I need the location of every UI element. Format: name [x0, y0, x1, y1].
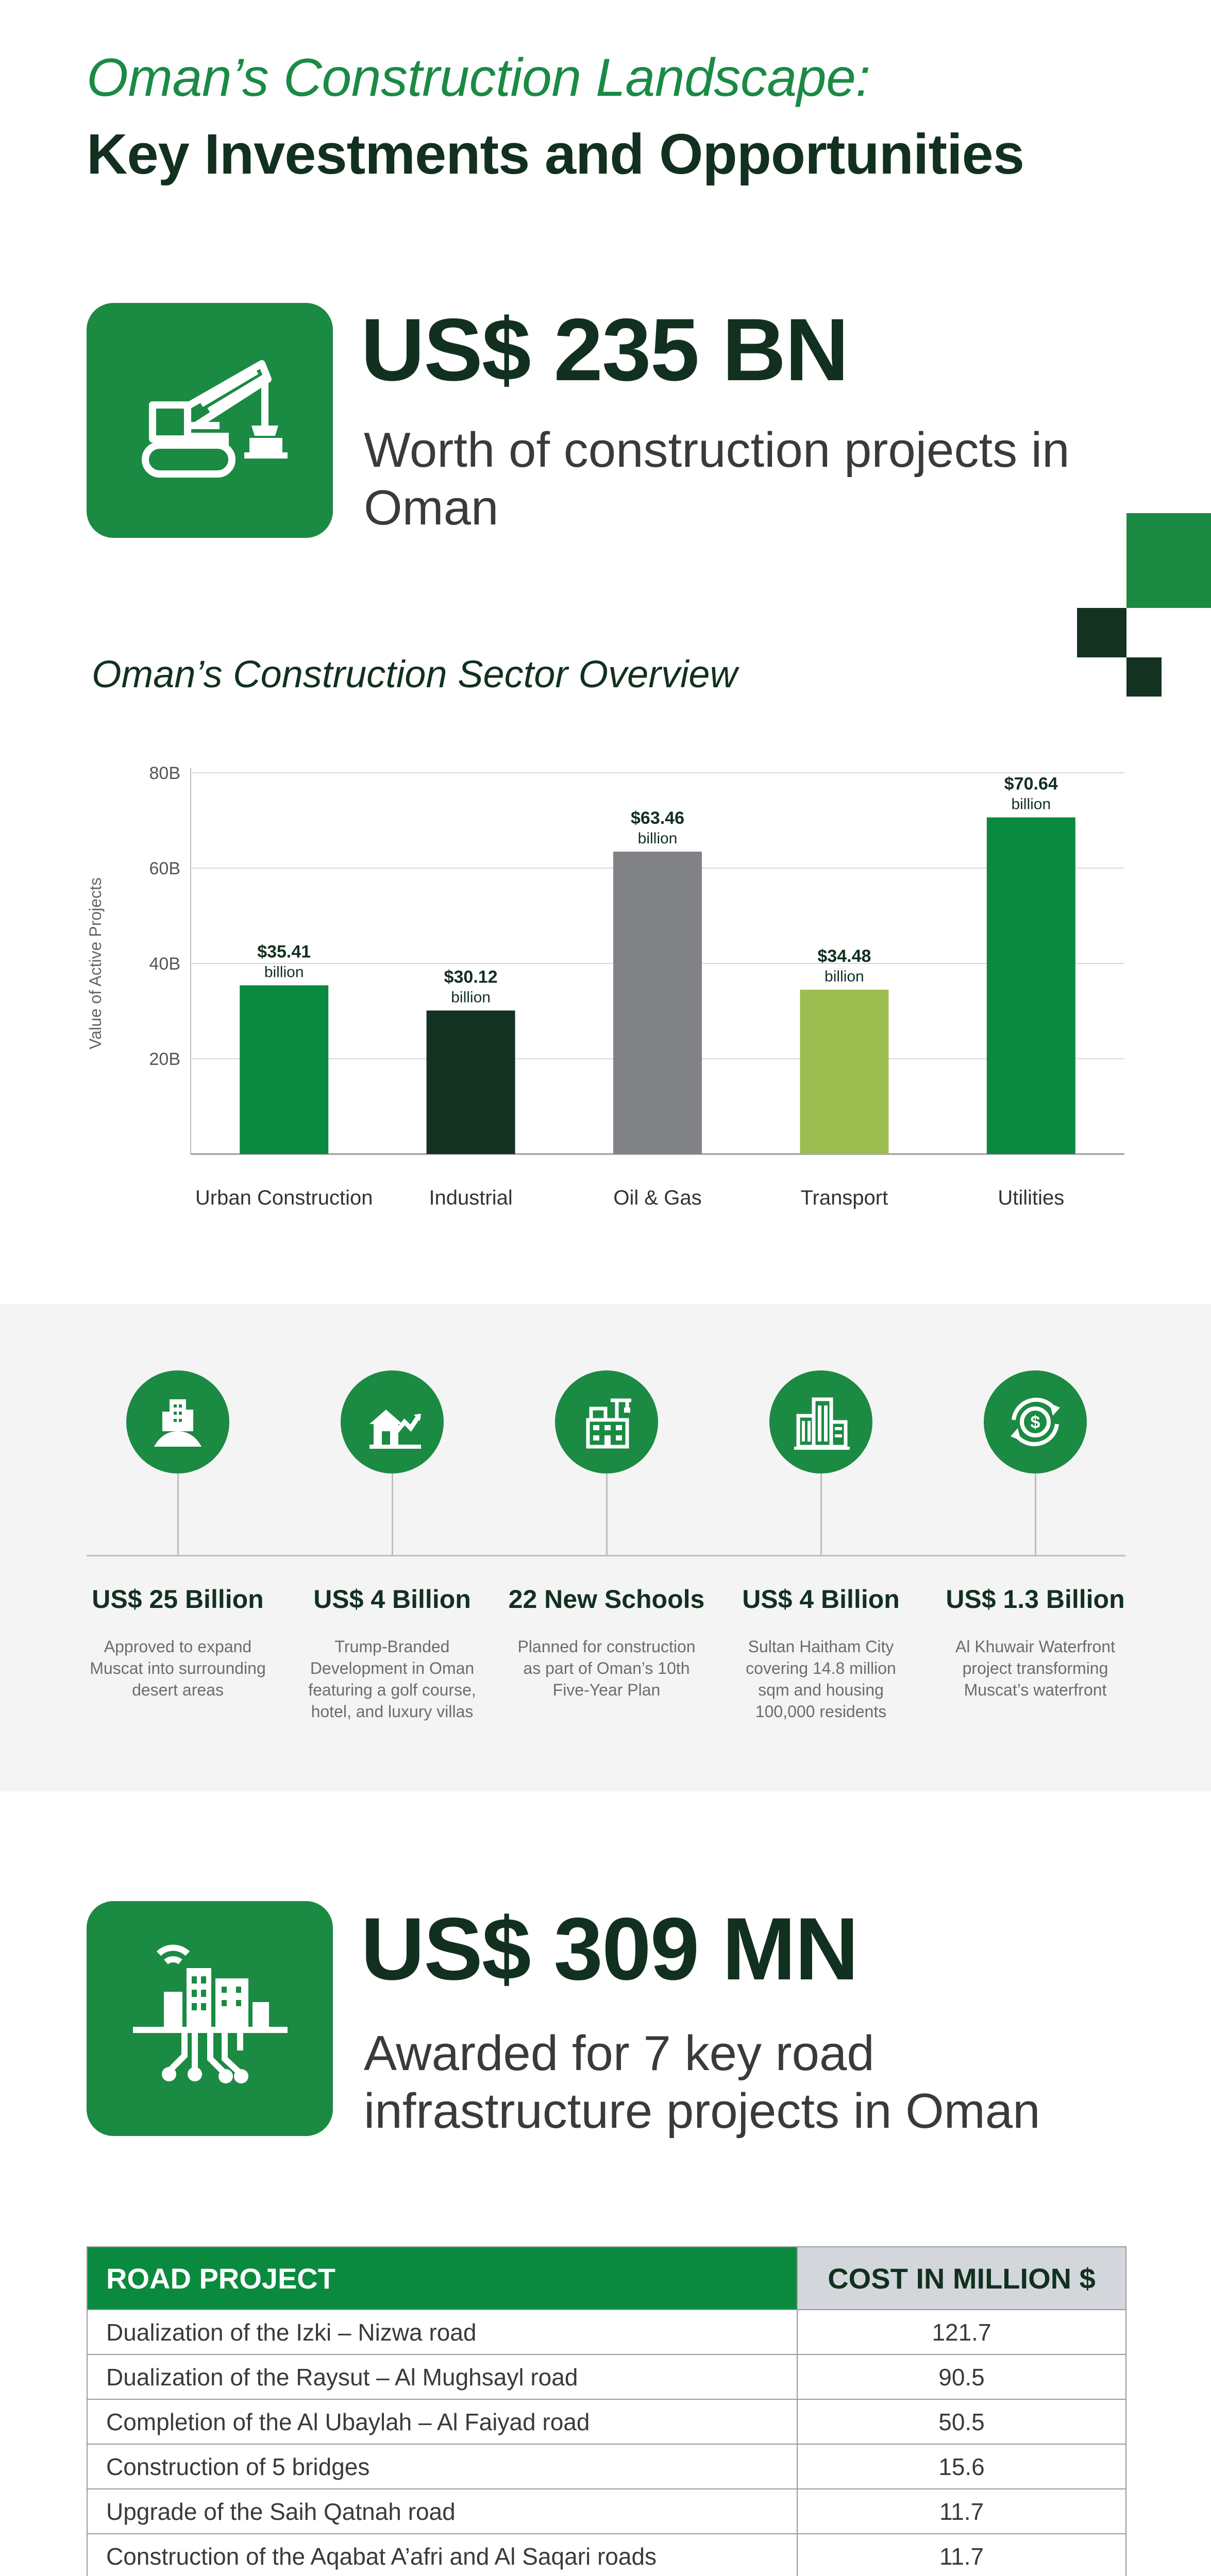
x-category-label: Utilities	[998, 1187, 1065, 1209]
y-axis-label: Value of Active Projects	[86, 877, 105, 1049]
x-category-label: Urban Construction	[195, 1187, 373, 1209]
sector-bar-chart	[72, 742, 1149, 1236]
title-line-1: Oman’s Construction Landscape:	[87, 48, 870, 108]
milestone-stem	[606, 1473, 608, 1555]
stat-roads-awarded-description: Awarded for 7 key road infrastructure projects in Oman	[364, 2026, 1040, 2139]
data-label-unit: billion	[451, 989, 491, 1006]
data-label: $35.41	[257, 942, 311, 962]
column-header-cost: COST IN MILLION $	[797, 2247, 1126, 2310]
city-expansion-icon	[126, 1370, 229, 1473]
y-tick-label: 60B	[149, 859, 180, 878]
milestone-title: US$ 1.3 Billion	[946, 1585, 1125, 1614]
table-row	[87, 2310, 1126, 2354]
table-row	[87, 2354, 1126, 2399]
y-tick-label: 40B	[149, 954, 180, 974]
project-cost: 50.5	[797, 2399, 1126, 2444]
data-label: $70.64	[1004, 774, 1058, 794]
bar	[240, 985, 328, 1154]
road-projects-table	[87, 2246, 1126, 2576]
project-cost: 11.7	[797, 2489, 1126, 2534]
smart-city-icon	[87, 1901, 333, 2136]
milestone-stem	[820, 1473, 822, 1555]
data-label: $63.46	[631, 808, 684, 828]
milestone-stem	[1035, 1473, 1036, 1555]
milestone-description: Trump-Branded Development in Oman featuring a golf course, hotel, and luxury villas	[308, 1637, 476, 1721]
sector-overview-title: Oman’s Construction Sector Overview	[92, 653, 737, 696]
project-name: Dualization of the Raysut – Al Mughsayl road	[87, 2354, 797, 2399]
data-label-unit: billion	[637, 829, 678, 847]
school-building-icon	[555, 1370, 658, 1473]
milestone-stem	[177, 1473, 179, 1555]
bar	[800, 990, 888, 1154]
data-label-unit: billion	[264, 963, 304, 981]
x-category-label: Transport	[800, 1187, 888, 1209]
data-label-unit: billion	[1011, 795, 1051, 813]
city-buildings-icon	[769, 1370, 872, 1473]
decor-square-green	[1126, 513, 1211, 608]
column-header-project: ROAD PROJECT	[87, 2247, 797, 2310]
decor-square-dark-small	[1126, 657, 1162, 697]
decor-square-dark	[1077, 608, 1126, 657]
bar	[987, 818, 1075, 1154]
title-line-2: Key Investments and Opportunities	[87, 123, 1024, 186]
x-category-label: Oil & Gas	[613, 1187, 702, 1209]
house-growth-icon	[341, 1370, 444, 1473]
project-cost: 121.7	[797, 2310, 1126, 2354]
data-label: $34.48	[817, 946, 871, 967]
money-cycle-icon	[984, 1370, 1087, 1473]
stat-construction-description: Worth of construction projects in Oman	[364, 422, 1070, 535]
data-label: $30.12	[444, 967, 498, 987]
stat-construction-value: US$ 235 BN	[361, 300, 848, 399]
stat-roads-awarded-value: US$ 309 MN	[361, 1900, 858, 1998]
table-row	[87, 2399, 1126, 2444]
milestone-title: US$ 25 Billion	[92, 1585, 264, 1614]
construction-crane-icon	[87, 303, 333, 538]
project-cost: 11.7	[797, 2534, 1126, 2576]
x-category-label: Industrial	[429, 1187, 513, 1209]
milestone-description: Sultan Haitham City covering 14.8 million sqm and housing 100,000 residents	[746, 1637, 896, 1721]
milestone-stem	[392, 1473, 393, 1555]
y-tick-label: 80B	[149, 764, 180, 783]
milestone-description: Approved to expand Muscat into surrounding desert areas	[90, 1637, 266, 1699]
project-cost: 15.6	[797, 2444, 1126, 2489]
project-name: Dualization of the Izki – Nizwa road	[87, 2310, 797, 2354]
svg-text:$: $	[1030, 1413, 1040, 1432]
table-header-row	[87, 2247, 1126, 2310]
milestone-description: Planned for construction as part of Oman’s 10th Five-Year Plan	[517, 1637, 696, 1699]
milestone-title: US$ 4 Billion	[313, 1585, 471, 1614]
data-label-unit: billion	[825, 968, 864, 986]
y-tick-label: 20B	[149, 1049, 180, 1069]
milestone-description: Al Khuwair Waterfront project transforming Muscat’s waterfront	[955, 1637, 1116, 1699]
project-name: Upgrade of the Saih Qatnah road	[87, 2489, 797, 2534]
table-row	[87, 2489, 1126, 2534]
table-row	[87, 2444, 1126, 2489]
project-name: Construction of the Aqabat A’afri and Al Saqari roads	[87, 2534, 797, 2576]
table-row	[87, 2534, 1126, 2576]
bar	[613, 852, 702, 1154]
milestone-title: 22 New Schools	[508, 1585, 705, 1614]
project-name: Construction of 5 bridges	[87, 2444, 797, 2489]
timeline-line	[87, 1555, 1125, 1556]
bar	[427, 1010, 515, 1154]
project-cost: 90.5	[797, 2354, 1126, 2399]
project-name: Completion of the Al Ubaylah – Al Faiyad road	[87, 2399, 797, 2444]
milestone-title: US$ 4 Billion	[742, 1585, 900, 1614]
